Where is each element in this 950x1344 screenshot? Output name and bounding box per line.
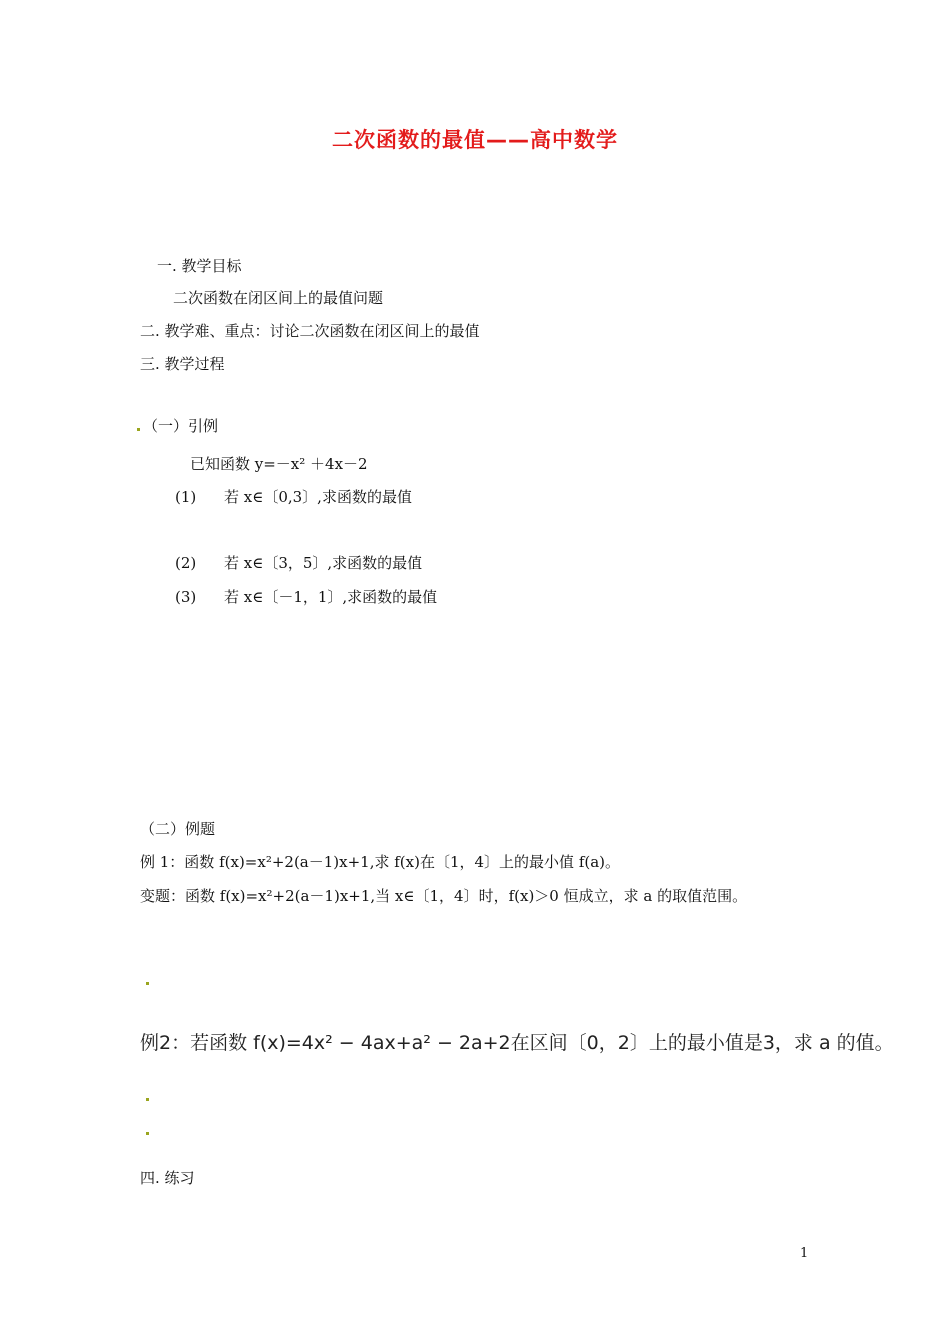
marker-dot <box>137 428 140 431</box>
page-title: 二次函数的最值——高中数学 <box>332 128 618 152</box>
intro-given-function: 已知函数 y=－x² ＋4x－2 <box>190 455 368 473</box>
page-number: 1 <box>800 1246 809 1261</box>
question-2-number: (2) <box>175 554 197 572</box>
example-variant: 变题：函数 f(x)=x²+2(a－1)x+1,当 x∈〔1，4〕时，f(x)＞0 恒成立，求 a 的取值范围。 <box>140 887 748 905</box>
question-1-number: (1) <box>175 488 197 506</box>
question-1-text: 若 x∈〔0,3〕,求函数的最值 <box>224 488 412 506</box>
section-3: 三. 教学过程 <box>140 355 225 373</box>
question-3-text: 若 x∈〔－1，1〕,求函数的最值 <box>224 588 438 606</box>
question-3-number: (3) <box>175 588 197 606</box>
marker-dot <box>146 1098 149 1101</box>
example-2: 例2：若函数 f(x)=4x² − 4ax+a² − 2a+2在区间〔0，2〕上的最小值是3，求 a 的值。 <box>140 1032 894 1054</box>
examples-heading: （二）例题 <box>140 820 216 838</box>
marker-dot <box>146 982 149 985</box>
question-2-text: 若 x∈〔3，5〕,求函数的最值 <box>224 554 423 572</box>
section-1-body: 二次函数在闭区间上的最值问题 <box>173 289 384 307</box>
section-1-heading: 一. 教学目标 <box>157 257 242 275</box>
marker-dot <box>146 1132 149 1135</box>
example-1: 例 1：函数 f(x)=x²+2(a－1)x+1,求 f(x)在〔1，4〕上的最小值 f(a)。 <box>140 853 621 871</box>
section-2: 二. 教学难、重点：讨论二次函数在闭区间上的最值 <box>140 322 480 340</box>
intro-heading: （一）引例 <box>143 417 219 435</box>
practice-heading: 四. 练习 <box>140 1169 195 1187</box>
